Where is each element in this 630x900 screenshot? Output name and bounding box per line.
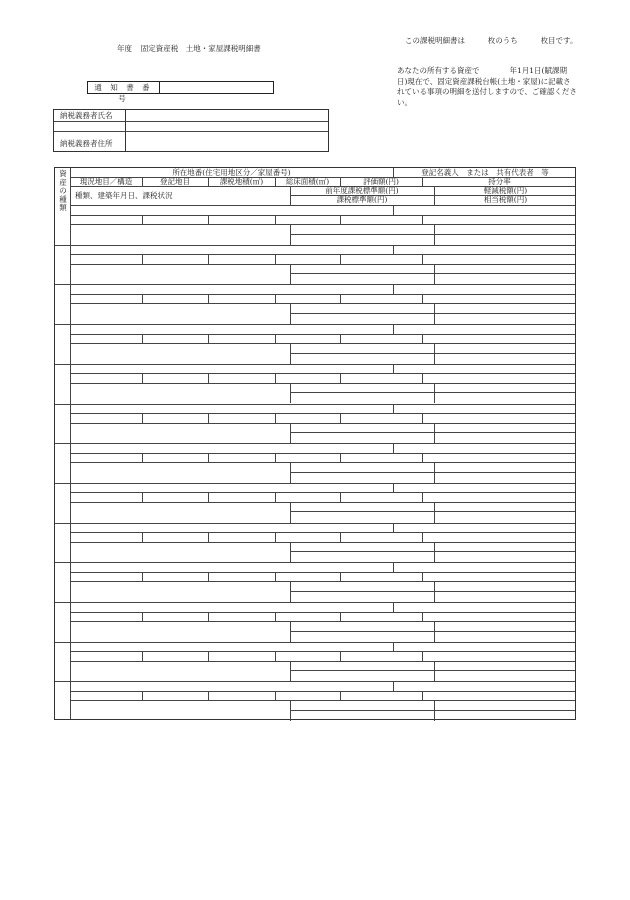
entry-divider xyxy=(434,224,435,245)
entry-divider xyxy=(422,334,423,344)
entry-divider xyxy=(393,205,394,215)
entry-rule xyxy=(70,612,575,613)
entry-divider xyxy=(393,364,394,374)
entry-divider xyxy=(393,443,394,453)
entry-divider xyxy=(275,572,276,582)
entry-rule xyxy=(290,353,575,354)
entry-divider xyxy=(434,502,435,523)
entry-rule xyxy=(70,423,575,424)
entry-block-rule xyxy=(55,602,575,603)
entry-rule xyxy=(70,254,575,255)
entry-rule xyxy=(70,572,575,573)
entry-divider xyxy=(422,612,423,622)
entry-divider xyxy=(434,700,435,721)
entry-rule xyxy=(70,532,575,533)
entry-divider xyxy=(340,254,341,264)
entry-rule xyxy=(70,502,575,503)
entry-divider xyxy=(290,581,291,602)
entry-divider xyxy=(393,483,394,493)
entry-divider xyxy=(340,373,341,383)
entry-block-rule xyxy=(55,562,575,563)
page-count-line xyxy=(405,36,577,45)
entry-rule xyxy=(70,413,575,414)
entry-divider xyxy=(208,254,209,264)
entry-divider xyxy=(422,691,423,701)
entry-rule xyxy=(290,591,575,592)
entry-block-rule xyxy=(55,523,575,524)
entry-divider xyxy=(422,294,423,304)
entry-rule xyxy=(70,373,575,374)
entry-rule xyxy=(70,621,575,622)
entry-divider xyxy=(208,532,209,542)
entry-divider xyxy=(434,462,435,483)
entry-rule xyxy=(70,343,575,344)
header-floor-area: 総床面積(㎡) xyxy=(285,177,330,186)
entry-block-rule xyxy=(55,443,575,444)
entry-divider xyxy=(393,245,394,255)
entry-divider xyxy=(340,215,341,225)
entry-divider xyxy=(208,612,209,622)
header-prev-standard: 前年度課税標準額(円) xyxy=(325,186,399,195)
entry-divider xyxy=(290,264,291,285)
entry-divider xyxy=(142,294,143,304)
entry-rule xyxy=(70,700,575,701)
entry-divider xyxy=(434,621,435,642)
entry-divider xyxy=(434,343,435,364)
entry-divider xyxy=(422,532,423,542)
title-year: 年度 xyxy=(117,44,132,53)
header-current-use: 現況地目／構造 xyxy=(79,177,133,186)
entry-rule xyxy=(290,432,575,433)
entry-divider xyxy=(290,343,291,364)
entry-divider xyxy=(422,453,423,463)
entry-divider xyxy=(142,254,143,264)
header-owner: 登記名義人 または 共有代表者 等 xyxy=(421,168,549,177)
header-land-area: 課税地積(㎡) xyxy=(219,177,264,186)
notice-number-label: 通 知 書 番 号 xyxy=(88,82,160,93)
entry-divider xyxy=(340,492,341,502)
entry-rule xyxy=(70,334,575,335)
entry-divider xyxy=(142,453,143,463)
entry-rule xyxy=(70,264,575,265)
entry-divider xyxy=(422,215,423,225)
entry-divider xyxy=(290,542,291,563)
entry-divider xyxy=(340,651,341,661)
header-share: 持分率 xyxy=(488,177,511,186)
entry-divider xyxy=(422,413,423,423)
entry-divider xyxy=(290,700,291,721)
entry-divider xyxy=(340,334,341,344)
entry-divider xyxy=(275,294,276,304)
entry-divider xyxy=(340,294,341,304)
entry-divider xyxy=(275,612,276,622)
entry-divider xyxy=(290,462,291,483)
entry-rule xyxy=(70,661,575,662)
entry-rule xyxy=(70,492,575,493)
entry-block-rule xyxy=(55,245,575,246)
asset-type-label: 資産の種類 xyxy=(59,169,67,212)
entry-divider xyxy=(434,581,435,602)
entry-divider xyxy=(340,532,341,542)
entry-block-rule xyxy=(55,324,575,325)
entry-divider xyxy=(208,492,209,502)
entry-block-rule xyxy=(55,284,575,285)
taxpayer-name-label: 納税義務者氏名 xyxy=(60,111,113,120)
entry-block-rule xyxy=(55,681,575,682)
header-rule xyxy=(70,205,575,206)
entry-rule xyxy=(70,224,575,225)
entry-divider xyxy=(434,264,435,285)
entry-divider xyxy=(422,254,423,264)
entry-divider xyxy=(340,413,341,423)
entry-divider xyxy=(275,492,276,502)
entry-rule xyxy=(70,691,575,692)
entry-divider xyxy=(393,642,394,652)
entry-divider xyxy=(434,423,435,444)
entry-divider xyxy=(340,612,341,622)
entry-divider xyxy=(434,303,435,324)
entry-divider xyxy=(275,254,276,264)
entry-rule xyxy=(290,392,575,393)
entry-block-rule xyxy=(55,642,575,643)
entry-divider xyxy=(393,562,394,572)
entry-divider xyxy=(422,572,423,582)
entry-divider xyxy=(393,324,394,334)
entry-divider xyxy=(142,572,143,582)
entry-divider xyxy=(340,572,341,582)
page-count-prefix: この課税明細書は xyxy=(405,36,465,45)
entry-divider xyxy=(340,453,341,463)
entry-divider xyxy=(422,492,423,502)
entry-divider xyxy=(142,532,143,542)
entry-rule xyxy=(290,234,575,235)
entry-rule xyxy=(70,303,575,304)
entry-divider xyxy=(208,215,209,225)
entry-rule xyxy=(290,511,575,512)
entry-divider xyxy=(208,453,209,463)
entry-rule xyxy=(70,651,575,652)
entry-divider xyxy=(290,621,291,642)
entry-divider xyxy=(208,572,209,582)
entry-divider xyxy=(393,284,394,294)
entry-divider xyxy=(290,224,291,245)
entry-rule xyxy=(290,551,575,552)
entry-rule xyxy=(290,631,575,632)
entry-divider xyxy=(290,303,291,324)
entry-rule xyxy=(290,670,575,671)
assessment-table xyxy=(54,167,576,720)
entry-rule xyxy=(290,710,575,711)
entry-divider xyxy=(290,383,291,404)
entry-divider xyxy=(393,681,394,691)
entry-rule xyxy=(70,294,575,295)
entry-divider xyxy=(434,542,435,563)
entry-divider xyxy=(275,413,276,423)
entry-divider xyxy=(208,294,209,304)
entry-rule xyxy=(290,313,575,314)
page-count-current: 枚目です。 xyxy=(540,36,578,45)
entry-block-rule xyxy=(55,364,575,365)
entry-divider xyxy=(393,602,394,612)
entry-rule xyxy=(70,581,575,582)
entry-block-rule xyxy=(55,483,575,484)
entry-divider xyxy=(142,413,143,423)
entry-divider xyxy=(340,691,341,701)
entry-divider xyxy=(290,661,291,682)
entry-divider xyxy=(142,373,143,383)
intro-text: あなたの所有する資産で 年1月1日(賦課期日)現在で、固定資産課税台帳(土地・家屋)に記載されている事項の明細を送付しますので、ご確認ください。 xyxy=(397,66,577,107)
header-location: 所在地番(住宅用地区分／家屋番号) xyxy=(172,168,291,177)
taxpayer-address-label: 納税義務者住所 xyxy=(60,139,113,148)
entry-divider xyxy=(434,383,435,404)
entry-rule xyxy=(70,453,575,454)
entry-divider xyxy=(275,373,276,383)
taxpayer-rule xyxy=(54,121,328,122)
entry-divider xyxy=(142,334,143,344)
entry-divider xyxy=(208,413,209,423)
page-title xyxy=(117,44,261,53)
entry-rule xyxy=(70,215,575,216)
entry-block-rule xyxy=(55,404,575,405)
entry-rule xyxy=(290,472,575,473)
taxpayer-box xyxy=(53,109,329,152)
entry-divider xyxy=(142,651,143,661)
entry-rule xyxy=(70,542,575,543)
entry-divider xyxy=(208,651,209,661)
entry-divider xyxy=(393,523,394,533)
entry-divider xyxy=(142,215,143,225)
entry-divider xyxy=(422,651,423,661)
entry-divider xyxy=(142,691,143,701)
entry-divider xyxy=(275,651,276,661)
entry-divider xyxy=(208,691,209,701)
entry-divider xyxy=(275,691,276,701)
entry-divider xyxy=(142,492,143,502)
entry-rule xyxy=(70,462,575,463)
entry-divider xyxy=(434,661,435,682)
entry-divider xyxy=(208,334,209,344)
entry-divider xyxy=(275,453,276,463)
page-count-total: 枚のうち xyxy=(487,36,518,45)
taxpayer-rule xyxy=(54,131,328,132)
notice-number-box xyxy=(87,81,274,103)
header-tax: 相当税額(円) xyxy=(483,195,528,204)
entry-divider xyxy=(393,404,394,414)
entry-rule xyxy=(290,273,575,274)
header-standard: 課税標準額(円) xyxy=(336,195,388,204)
header-reduction: 軽減税額(円) xyxy=(483,186,528,195)
entry-divider xyxy=(275,215,276,225)
entry-divider xyxy=(142,612,143,622)
entry-divider xyxy=(422,373,423,383)
header-valuation: 評価額(円) xyxy=(363,177,399,186)
entry-divider xyxy=(290,502,291,523)
entry-divider xyxy=(275,334,276,344)
entry-divider xyxy=(290,423,291,444)
entry-divider xyxy=(208,373,209,383)
header-kind: 種類、建築年月日、課税状況 xyxy=(75,191,173,200)
entry-rule xyxy=(70,383,575,384)
entry-divider xyxy=(275,532,276,542)
title-main: 固定資産税 土地・家屋課税明細書 xyxy=(140,44,261,53)
header-registered-use: 登記地目 xyxy=(160,177,190,186)
